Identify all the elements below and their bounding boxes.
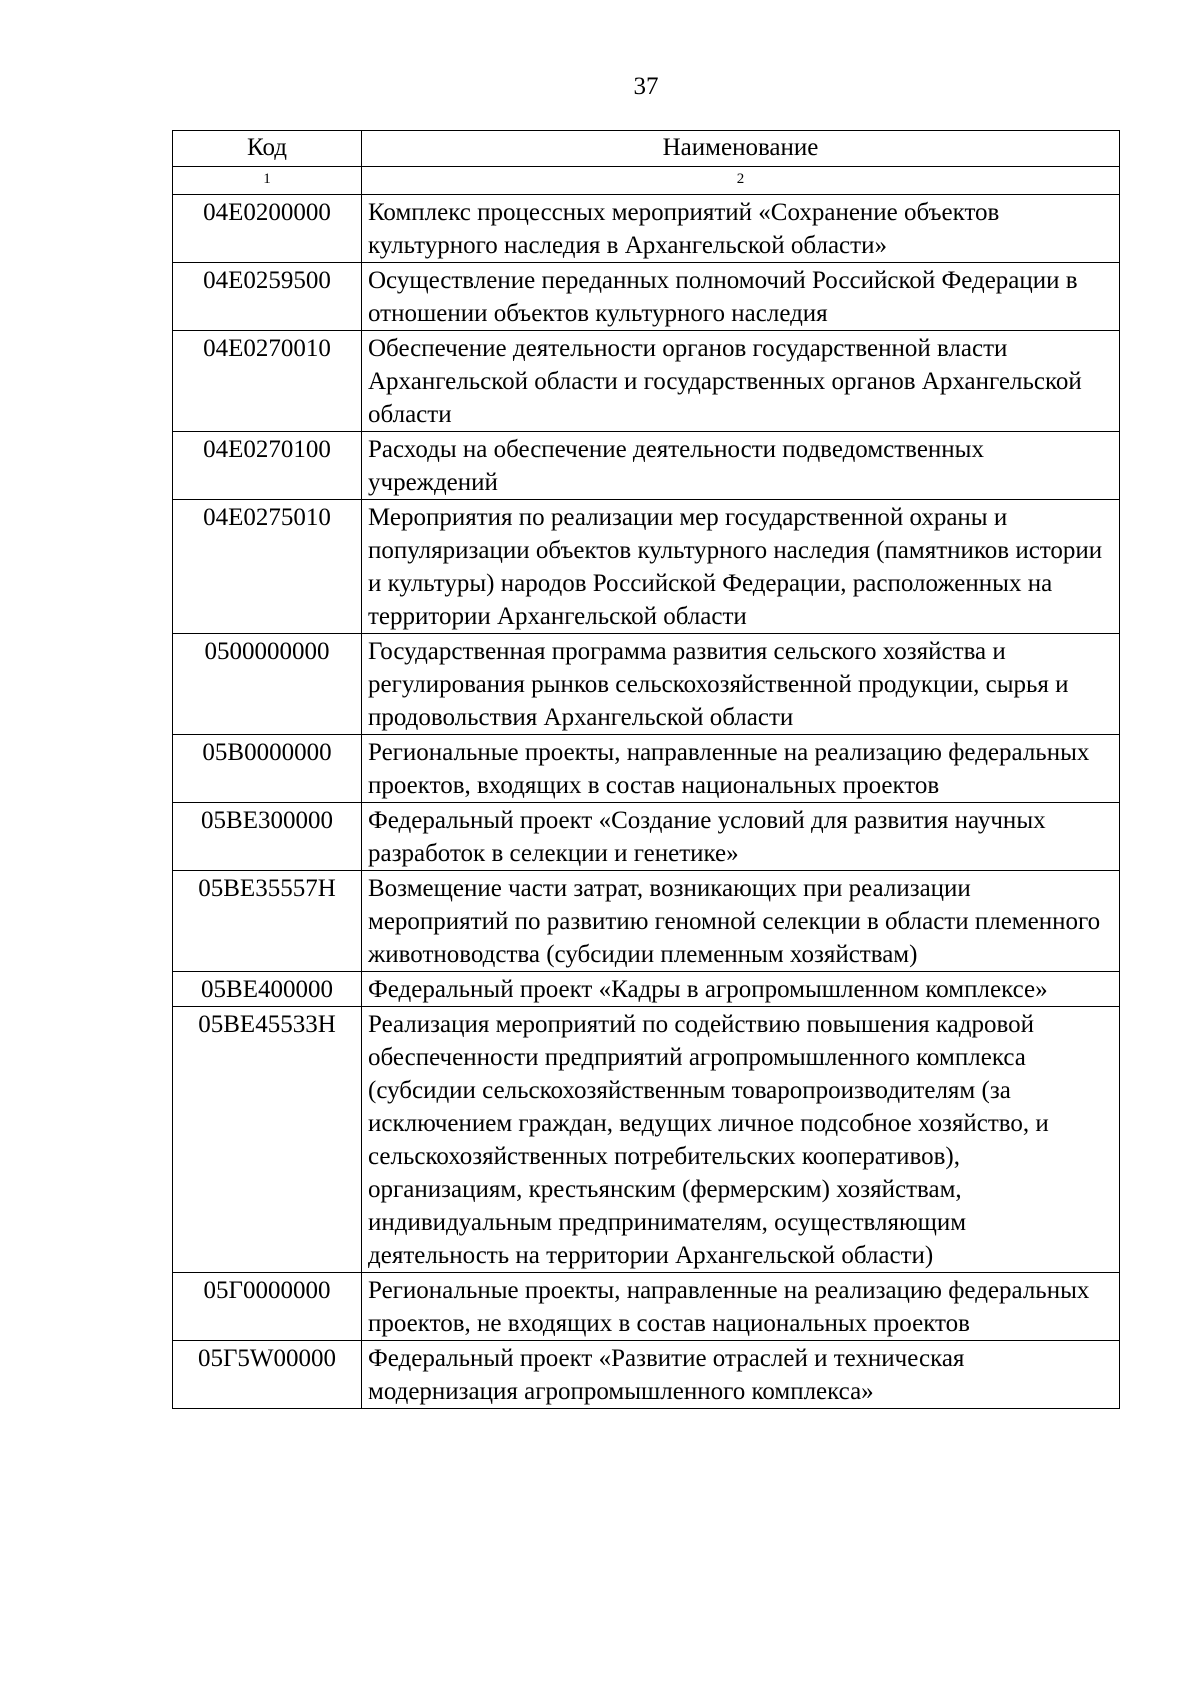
- row-code: 05ВЕ35557Н: [173, 871, 362, 972]
- column-number-row: [173, 167, 1120, 195]
- row-name: Мероприятия по реализации мер государственной охраны и популяризации объектов культурного наследия (памятников истории и культуры) народов Российской Федерации, расположенных на территории Архангельской области: [362, 500, 1120, 634]
- header-row: [173, 131, 1120, 167]
- row-code: 04Е0259500: [173, 263, 362, 331]
- table-row: [173, 1341, 1120, 1409]
- table-row: [173, 1273, 1120, 1341]
- column-number-name: 2: [362, 167, 1120, 195]
- row-name: Федеральный проект «Создание условий для развития научных разработок в селекции и генетике»: [362, 803, 1120, 871]
- row-code: 04Е0275010: [173, 500, 362, 634]
- table-row: [173, 432, 1120, 500]
- row-code: 05ВЕ300000: [173, 803, 362, 871]
- table-row: [173, 803, 1120, 871]
- row-name: Реализация мероприятий по содействию повышения кадровой обеспеченности предприятий агропромышленного комплекса (субсидии сельскохозяйственным товаропроизводителям (за исключением граждан, ведущих личное подсобное хозяйство, и сельскохозяйственных потребительских кооперативов), организациям, крестьянским (фермерским) хозяйствам, индивидуальным предпринимателям, осуществляющим деятельность на территории Архангельской области): [362, 1007, 1120, 1273]
- table-row: [173, 195, 1120, 263]
- row-name: Возмещение части затрат, возникающих при реализации мероприятий по развитию геномной селекции в области племенного животноводства (субсидии племенным хозяйствам): [362, 871, 1120, 972]
- table-row: [173, 1007, 1120, 1273]
- table-row: [173, 263, 1120, 331]
- table-row: [173, 634, 1120, 735]
- row-name: Региональные проекты, направленные на реализацию федеральных проектов, не входящих в состав национальных проектов: [362, 1273, 1120, 1341]
- page-number: 37: [633, 73, 659, 100]
- table-body: [173, 131, 1120, 1409]
- row-code: 05В0000000: [173, 735, 362, 803]
- row-code: 05ВЕ400000: [173, 972, 362, 1007]
- header-name: Наименование: [362, 131, 1120, 167]
- row-code: 0500000000: [173, 634, 362, 735]
- table-row: [173, 871, 1120, 972]
- row-code: 04Е0200000: [173, 195, 362, 263]
- row-code: 05Г5W00000: [173, 1341, 362, 1409]
- row-name: Федеральный проект «Кадры в агропромышленном комплексе»: [362, 972, 1120, 1007]
- row-name: Комплекс процессных мероприятий «Сохранение объектов культурного наследия в Архангельской области»: [362, 195, 1120, 263]
- row-name: Обеспечение деятельности органов государственной власти Архангельской области и государственных органов Архангельской области: [362, 331, 1120, 432]
- table-row: [173, 500, 1120, 634]
- row-code: 04Е0270010: [173, 331, 362, 432]
- table-row: [173, 972, 1120, 1007]
- row-name: Расходы на обеспечение деятельности подведомственных учреждений: [362, 432, 1120, 500]
- classification-table: [172, 130, 1120, 1409]
- row-name: Осуществление переданных полномочий Российской Федерации в отношении объектов культурного наследия: [362, 263, 1120, 331]
- row-code: 05Г0000000: [173, 1273, 362, 1341]
- table-row: [173, 331, 1120, 432]
- column-number-code: 1: [173, 167, 362, 195]
- row-code: 04Е0270100: [173, 432, 362, 500]
- table-row: [173, 735, 1120, 803]
- row-name: Региональные проекты, направленные на реализацию федеральных проектов, входящих в состав национальных проектов: [362, 735, 1120, 803]
- row-code: 05ВЕ45533Н: [173, 1007, 362, 1273]
- header-code: Код: [173, 131, 362, 167]
- row-name: Федеральный проект «Развитие отраслей и техническая модернизация агропромышленного комплекса»: [362, 1341, 1120, 1409]
- row-name: Государственная программа развития сельского хозяйства и регулирования рынков сельскохозяйственной продукции, сырья и продовольствия Архангельской области: [362, 634, 1120, 735]
